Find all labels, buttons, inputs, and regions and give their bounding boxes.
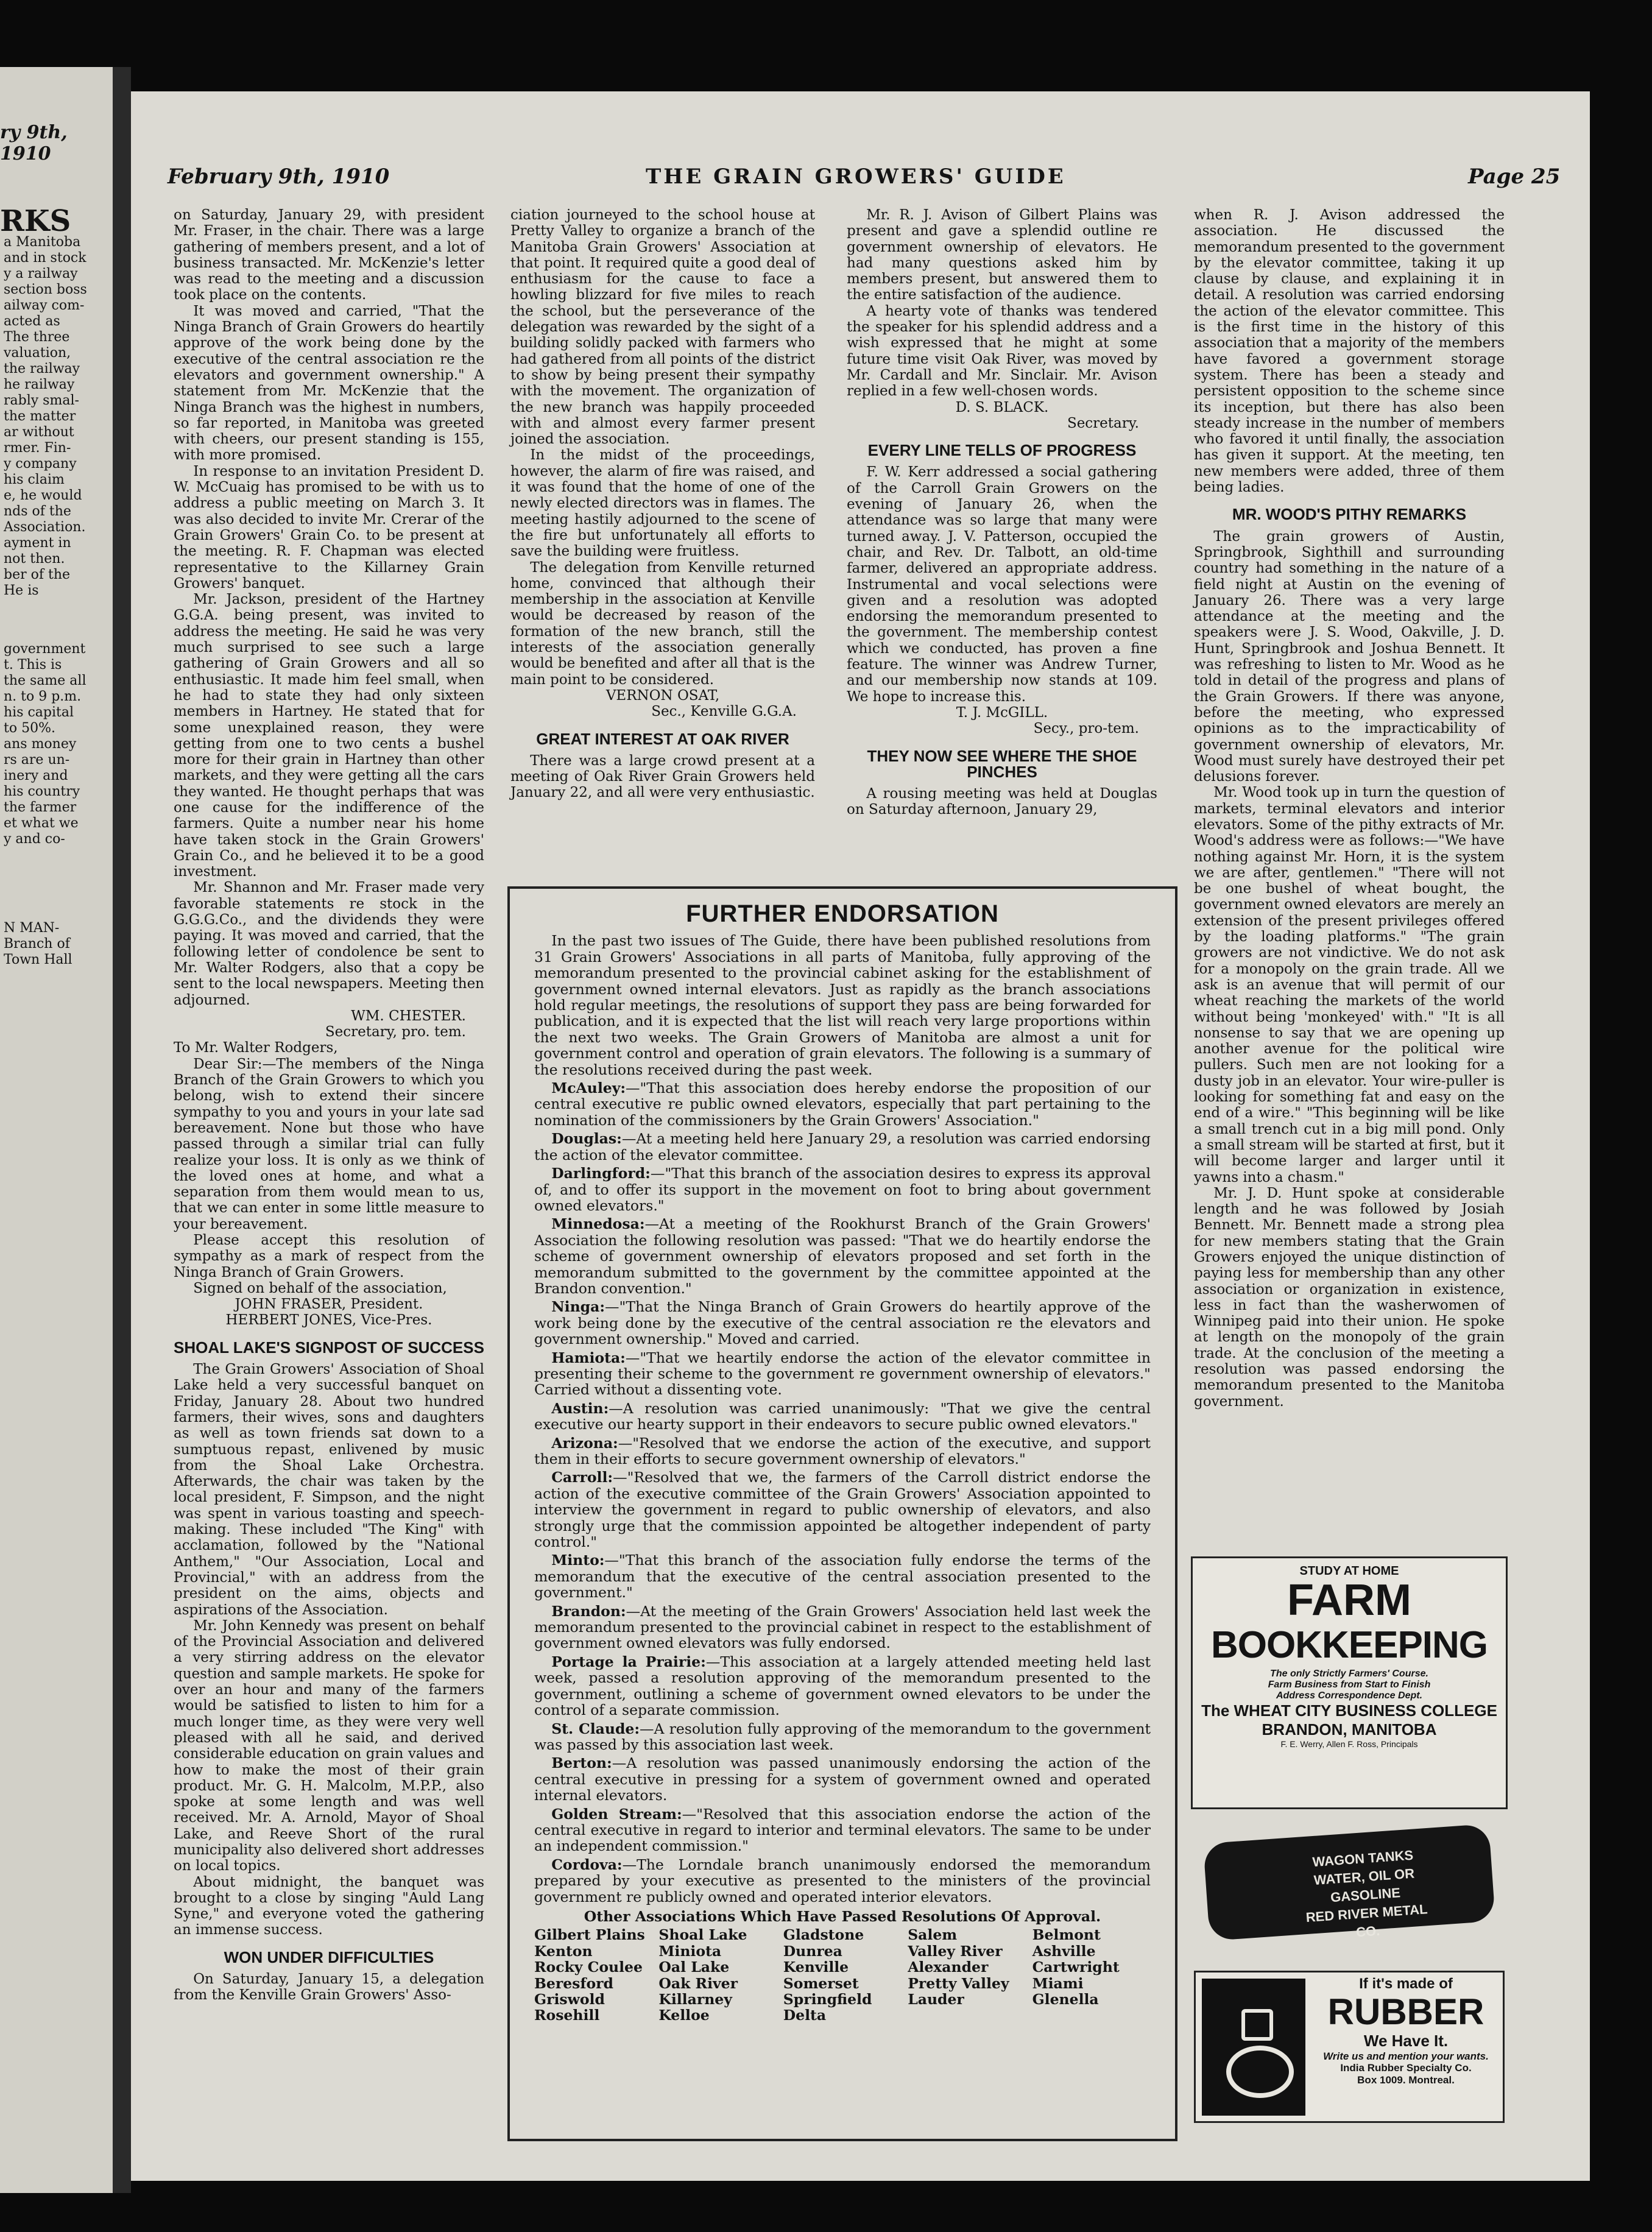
wagon-tank-ad xyxy=(1194,1821,1505,1943)
paragraph: Mr. John Kennedy was present on behalf of the Provincial Association and delivered a very stirring address on the elevator question and sample markets. He spoke for over an hour and many of the farmers would be satisfied to listen to him for a much longer time, as they were very well pleased with all he said, and derived considerable education on grain values and how to make the most of their grain product. Mr. G. H. Malcolm, M.P.P., also spoke at some length and was well received. Mr. A. Arnold, Mayor of Shoal Lake, and Reeve Short of the rural municipality also delivered short addresses on local topics. xyxy=(174,1617,484,1874)
left-page-text-fragment: the farmer xyxy=(4,800,77,815)
association-name: Gilbert Plains xyxy=(534,1926,645,1944)
resolution-association: Ninga: xyxy=(551,1298,605,1316)
ad-principals: F. E. Werry, Allen F. Ross, Principals xyxy=(1280,1739,1418,1749)
association-name: Rosehill xyxy=(534,2007,600,2024)
resolution-item xyxy=(534,1435,1151,1467)
signature: VERNON OSAT, xyxy=(605,687,720,704)
left-page-text-fragment: not then. xyxy=(4,551,65,567)
left-page-text-fragment: Town Hall xyxy=(4,952,72,967)
association-name: Cartwright xyxy=(1032,1958,1120,1976)
box-intro: In the past two issues of The Guide, there have been published resolutions from 31 Grain Growers' Associations in all parts of Manitoba, fully approving of the memorandum presented to the provincial cabinet asking for the establishment of government owned internal elevators. Just as rapidly as the branch associations hold regular meetings, the resolutions of support they pass are being forwarded for publication, and it is expected that the list will reach very large proportions within the next two weeks. The Grain Growers of Manitoba are almost a unit for government control and operation of grain elevators. The following is a summary of the resolutions received during the past week. xyxy=(534,932,1151,1078)
resolution-item xyxy=(534,1857,1151,1905)
signature: JOHN FRASER, President. xyxy=(235,1296,423,1313)
paragraph: Mr. Jackson, president of the Hartney G.G.A. being present, was invited to address the meeting. He said he was very much surprised to see such a large gathering of Grain Growers and all so enthusiastic. It made him feel small, when he had to state they had only sixteen members in Hartney. He stated that for some unexplained reason, they were getting from one to two cents a bushel more for their grain in Hartney than other markets, and they were getting all the cars they wanted. He thought perhaps that was one cause for the indifference of the farmers. Quite a number near his home have taken stock in the Grain Growers' Grain Co., and he believed it to be a good investment. xyxy=(174,592,484,880)
book-gutter xyxy=(113,67,131,2193)
signature: HERBERT JONES, Vice-Pres. xyxy=(225,1312,432,1329)
hose-coil-icon xyxy=(1226,2046,1294,2098)
resolution-text: —"Resolved that we, the farmers of the Carroll district endorse the action of the executive committee of the Grain Growers' Association appointed to interview the government in regard to public ownership of elevators, and also strongly urge that the commission appointed be altogether independent of party control." xyxy=(534,1469,1151,1551)
paragraph: Mr. Shannon and Mr. Fraser made very favorable statements re stock in the G.G.G.Co., and the dividends they were paying. It was moved and carried, that the following letter of condolence be sent to Mr. Walter Rodgers, also that a copy be sent to the local newspapers. Meeting then adjourned. xyxy=(174,880,484,1008)
association-name xyxy=(1032,2007,1151,2023)
resolution-association: Austin: xyxy=(551,1399,609,1417)
signature-title: Secretary, pro. tem. xyxy=(325,1024,466,1040)
ad-line: Address Correspondence Dept. xyxy=(1276,1690,1423,1701)
resolution-item xyxy=(534,1469,1151,1550)
resolution-association: Douglas: xyxy=(551,1130,622,1148)
left-page-text-fragment: valuation, xyxy=(4,345,71,361)
ad-college: The WHEAT CITY BUSINESS COLLEGE xyxy=(1201,1701,1497,1720)
left-page-text-fragment: Branch of xyxy=(4,936,70,952)
left-page-text-fragment: the same all xyxy=(4,673,86,688)
farm-bookkeeping-ad xyxy=(1191,1556,1508,1809)
left-page-text-fragment: et what we xyxy=(4,816,79,831)
paragraph: Mr. R. J. Avison of Gilbert Plains was present and gave a splendid outline re government ownership of elevators. He had many questions asked him by members present, but answered them to the entire satisfaction of the audience. xyxy=(847,207,1157,303)
association-name: Gladstone xyxy=(783,1926,864,1944)
resolution-association: Cordova: xyxy=(551,1856,623,1873)
left-page-text-fragment: ailway com- xyxy=(4,298,85,313)
signature: T. J. McGILL. xyxy=(956,704,1048,721)
left-page-text-fragment: government xyxy=(4,641,86,657)
left-page-text-fragment: ber of the xyxy=(4,567,71,582)
resolution-association: St. Claude: xyxy=(551,1720,640,1737)
association-name: Oak River xyxy=(658,1974,738,1992)
rubber-goods-illustration xyxy=(1202,1979,1305,2116)
tank-label-line: WATER, OIL OR GASOLINE xyxy=(1313,1865,1415,1905)
resolution-item xyxy=(534,1165,1151,1213)
association-name: Springfield xyxy=(783,1991,872,2008)
ad-headline: BOOKKEEPING xyxy=(1210,1624,1488,1666)
association-name: Somerset xyxy=(783,1974,859,1992)
association-name: Rocky Coulee xyxy=(534,1958,643,1976)
association-name: Belmont xyxy=(1032,1926,1101,1944)
paragraph: In the midst of the proceedings, however, the alarm of fire was raised, and it was found that the home of one of the newly elected directors was in flames. The meeting hastily adjourned to the scene of the fire but unfortunately all efforts to save the building were fruitless. xyxy=(510,447,815,560)
resolution-item xyxy=(534,1603,1151,1651)
article-heading: SHOAL LAKE'S SIGNPOST OF SUCCESS xyxy=(174,1338,484,1357)
resolution-item xyxy=(534,1755,1151,1803)
left-page-fragment xyxy=(0,67,113,2193)
paragraph: It was moved and carried, "That the Ninga Branch of Grain Growers do heartily approve of the work being done by the executive of the central association re the elevators and government ownership." A statement from Mr. McKenzie that the Ninga Branch was the highest in numbers, so far reported, in Manitoba was greeted with cheers, our present standing is 155, with more promised. xyxy=(174,303,484,464)
left-page-text-fragment: ans money xyxy=(4,736,77,752)
paragraph: Mr. J. D. Hunt spoke at considerable length and he was followed by Josiah Bennett. Mr. Bennett made a strong plea for new members stating that the Grain Growers enjoyed the unique distinction of paying less for membership than any other association or organization in existence, less in fact than the washerwomen of Winnipeg paid into their union. He spoke at length on the monopoly of the grain trade. At the conclusion of the meeting a resolution was passed endorsing the memorandum presented to the Manitoba government. xyxy=(1194,1185,1505,1410)
resolution-text: —"That this branch of the association fully endorse the terms of the memorandum that the executive of the central association presented to the government." xyxy=(534,1552,1151,1602)
paragraph: A hearty vote of thanks was tendered the speaker for his splendid address and a wish expressed that he might at some future time visit Oak River, was moved by Mr. Cardall and Mr. Sinclair. Mr. Avison replied in a few well-chosen words. xyxy=(847,303,1157,400)
resolution-association: Carroll: xyxy=(551,1469,613,1486)
resolution-association: Minnedosa: xyxy=(551,1215,645,1233)
other-associations-heading: Other Associations Which Have Passed Resolutions Of Approval. xyxy=(584,1907,1101,1925)
tank-label-line: WAGON TANKS xyxy=(1311,1847,1414,1870)
tank-illustration xyxy=(1203,1824,1495,1941)
resolution-association: Hamiota: xyxy=(551,1349,626,1366)
page-date: February 9th, 1910 xyxy=(168,164,390,189)
left-page-date: ry 9th, 1910 xyxy=(0,122,68,164)
resolution-item xyxy=(534,1080,1151,1128)
paragraph: The grain growers of Austin, Springbrook, Sighthill and surrounding country had something in the nature of a field night at Austin on the evening of January 26. There was a very large attendance at the meeting and the speakers were J. S. Wood, Oakville, J. D. Hunt, Springbrook and Joshua Bennett. It was refreshing to listen to Mr. Wood as he told in detail of the progress and plans of the Grain Growers. If there was anyone, before the meeting, who expressed opinions as to the impracticability of government ownership of elevators, Mr. Wood must surely have destroyed their pet delusions forever. xyxy=(1194,528,1505,785)
ad-line: We Have It. xyxy=(1363,2032,1449,2050)
association-name xyxy=(908,2007,1026,2023)
resolution-text: —A resolution was carried unanimously: "That we give the central executive our hearty support in their endeavors to secure public owned elevators." xyxy=(534,1399,1151,1433)
page-number: Page 25 xyxy=(1468,164,1561,189)
left-page-text-fragment: ar without xyxy=(4,425,74,440)
paragraph: There was a large crowd present at a meeting of Oak River Grain Growers held January 22, and all were very enthusiastic. xyxy=(510,752,815,801)
resolution-text: —A resolution fully approving of the memorandum to the government was passed by this association last week. xyxy=(534,1720,1151,1753)
left-page-text-fragment: n. to 9 p.m. xyxy=(4,689,82,704)
association-name: Pretty Valley xyxy=(908,1974,1009,1992)
article-heading: EVERY LINE TELLS OF PROGRESS xyxy=(867,441,1137,460)
left-page-text-fragment: and in stock xyxy=(4,250,86,266)
paragraph: ciation journeyed to the school house at Pretty Valley to organize a branch of the Manitoba Grain Growers' Association at that point. It required quite a good deal of enthusiasm for the cause to face a howling blizzard for five miles to reach the school, but the perseverance of the delegation was rewarded by the sight of a building solidly packed with farmers who had gathered from all points of the district to show by being present their sympathy with the movement. The organization of the new branch was happily proceeded with and almost every farmer present joined the association. xyxy=(510,207,815,448)
ad-headline: FARM xyxy=(1287,1576,1411,1625)
left-page-heading: RKS xyxy=(0,204,71,238)
article-heading: WON UNDER DIFFICULTIES xyxy=(224,1948,434,1966)
association-name: Kelloe xyxy=(658,2007,710,2024)
association-name: Valley River xyxy=(908,1942,1003,1960)
paragraph: Dear Sir:—The members of the Ninga Branch of the Grain Growers to which you belong, wish to extend their sincere sympathy to you and yours in your late sad bereavement. None but those who have passed through a similar trial can fully realize your loss. It is only as we think of the loved ones at home, and what a separation from them would mean to us, that we can enter in some little measure to your bereavement. xyxy=(174,1056,484,1232)
left-page-text-fragment: y company xyxy=(4,456,77,471)
left-page-text-fragment: inery and xyxy=(4,768,68,783)
ad-line: Farm Business from Start to Finish xyxy=(1268,1679,1431,1690)
left-page-text-fragment: ayment in xyxy=(4,535,71,551)
left-page-text-fragment: the matter xyxy=(4,409,76,424)
resolution-item xyxy=(534,1400,1151,1433)
resolution-item xyxy=(534,1806,1151,1854)
paragraph: Signed on behalf of the association, xyxy=(193,1280,447,1296)
left-page-text-fragment: he railway xyxy=(4,377,75,392)
left-page-text-fragment: y a railway xyxy=(4,266,78,281)
association-name: Miami xyxy=(1032,1974,1084,1992)
resolution-item xyxy=(534,1721,1151,1753)
association-name: Miniota xyxy=(658,1942,722,1960)
ad-city: BRANDON, MANITOBA xyxy=(1262,1720,1437,1739)
left-page-text-fragment: He is xyxy=(4,583,39,598)
paragraph: The delegation from Kenville returned home, convinced that although their membership in the association at Kenville would be decreased by reason of the formation of the new branch, still the interests of the association generally would be benefited and after all that is the main point to be considered. xyxy=(510,559,815,688)
association-name: Griswold xyxy=(534,1991,605,2008)
column-3 xyxy=(847,207,1157,818)
column-1 xyxy=(174,207,484,2004)
further-endorsation-box xyxy=(507,886,1177,2141)
resolution-association: Arizona: xyxy=(551,1434,618,1452)
association-name: Killarney xyxy=(658,1991,732,2008)
rubber-ad xyxy=(1194,1971,1505,2123)
resolution-text: —"That the Ninga Branch of Grain Growers do heartily approve of the work being done by the executive of the central association re the elevators and government ownership." Moved and carried. xyxy=(534,1298,1151,1348)
left-page-text-fragment: The three xyxy=(4,330,70,345)
association-name: Shoal Lake xyxy=(658,1926,747,1944)
paragraph: on Saturday, January 29, with president Mr. Fraser, in the chair. There was a large gathering of members present, and a lot of business transacted. Mr. McKenzie's letter was read to the meeting and a discussion took place on the contents. xyxy=(174,207,484,303)
left-page-text-fragment: N MAN- xyxy=(4,920,60,936)
resolution-text: —The Lorndale branch unanimously endorsed the memorandum prepared by your executive as presented to the ministers of the provincial government re publicly owned and operated interior elevators. xyxy=(534,1856,1151,1905)
page-title: THE GRAIN GROWERS' GUIDE xyxy=(646,164,1066,189)
resolution-item xyxy=(534,1552,1151,1600)
signature: D. S. BLACK. xyxy=(955,399,1049,415)
left-page-text-fragment: nds of the xyxy=(4,504,71,519)
article-heading: THEY NOW SEE WHERE THE SHOE PINCHES xyxy=(867,746,1137,781)
left-page-text-fragment: Association. xyxy=(4,520,86,535)
paragraph: Please accept this resolution of sympathy as a mark of respect from the Ninga Branch of Grain Growers. xyxy=(174,1232,484,1280)
resolution-item xyxy=(534,1654,1151,1718)
paragraph: Mr. Wood took up in turn the question of markets, terminal elevators and interior elevators. Some of the pithy extracts of Mr. Wood's address were as follows:—"We have nothing against Mr. Horn, it is the system we are after, gentlemen." "There will not be one bushel of wheat bought, the government owned elevators are merely an extension of the present privileges offered by the loading platforms." "The grain growers are not vindictive. We do not ask for a monopoly on the grain trade. All we ask is an avenue that will permit of our wheat reaching the markets of the world without being 'monkeyed' with." "It is all nonsense to say that we are opening up another avenue for the political wire pullers. Such men are not looking for a dusty job in an elevator. Your wire-puller is looking for something fat and easy on the end of a wire." "This beginning will be like a small trench cut in a big mill pond. Only a small stream will be started at first, but it will become larger and larger until it yawns into a chasm." xyxy=(1194,785,1505,1185)
left-page-text-fragment: y and co- xyxy=(4,832,65,847)
tank-label-line: RED RIVER METAL CO. xyxy=(1305,1901,1428,1940)
association-name: Kenville xyxy=(783,1958,849,1976)
resolution-text: —"Resolved that we endorse the action of the executive, and support them in their efforts to secure government ownership of elevators." xyxy=(534,1434,1151,1467)
ad-line: The only Strictly Farmers' Course. xyxy=(1270,1669,1428,1679)
association-name: Dunrea xyxy=(783,1942,842,1960)
paragraph: The Grain Growers' Association of Shoal Lake held a very successful banquet on Friday, January 28. About two hundred farmers, their wives, sons and daughters as well as town friends sat down to a sumptuous repast, enlivened by music from the Shoal Lake Orchestra. Afterwards, the chair was taken by the local president, F. Simpson, and the night was spent in various toasting and speech-making. These included "The King" with acclamation, followed by the "National Anthem," "Our Association, Local and Provincial," with an address from the president on the aims, objects and aspirations of the Association. xyxy=(174,1361,484,1618)
left-page-text-fragment: section boss xyxy=(4,282,87,297)
association-name: Ashville xyxy=(1032,1942,1096,1960)
resolution-text: —At a meeting of the Rookhurst Branch of the Grain Growers' Association the following resolution was passed: "That we do heartily endorse the scheme of government ownership of elevators proposed and set forth in the memorandum submitted to the government by the committee appointed at the Brandon convention." xyxy=(534,1215,1151,1297)
resolution-association: McAuley: xyxy=(551,1079,626,1097)
article-heading: GREAT INTEREST AT OAK RIVER xyxy=(536,729,789,748)
signature-title: Secretary. xyxy=(1067,415,1139,431)
left-page-text-fragment: rs are un- xyxy=(4,752,70,768)
resolution-text: —"That this association does hereby endorse the proposition of our central executive re public owned elevators, especially that part pertaining to the nomination of the commissioners by the Grain Growers' Association." xyxy=(534,1079,1151,1129)
resolution-text: —"Resolved that this association endorse the action of the central executive in regard to interior and terminal elevators. The same to be under an independent commission." xyxy=(534,1805,1151,1855)
left-page-text-fragment: his capital xyxy=(4,705,74,720)
signature: WM. CHESTER. xyxy=(351,1008,466,1024)
resolution-item xyxy=(534,1216,1151,1296)
association-name: Lauder xyxy=(908,1991,964,2008)
resolution-item xyxy=(534,1131,1151,1163)
article-heading: MR. WOOD'S PITHY REMARKS xyxy=(1232,505,1467,524)
resolution-association: Brandon: xyxy=(551,1602,626,1620)
resolution-association: Minto: xyxy=(551,1552,605,1569)
resolution-text: —"That we heartily endorse the action of the elevator committee in presenting their scheme to the government re government ownership of elevators." Carried without a dissenting vote. xyxy=(534,1349,1151,1399)
association-name: Delta xyxy=(783,2007,827,2024)
left-page-text-fragment: to 50%. xyxy=(4,721,55,736)
association-name: Kenton xyxy=(534,1942,593,1960)
paragraph: In response to an invitation President D. W. McCuaig has promised to be with us to address a public meeting on March 3. It was also decided to invite Mr. Crerar of the Grain Growers' Grain Co. to be present at the meeting. R. F. Chapman was elected representative to the Killarney Grain Growers' banquet. xyxy=(174,463,484,592)
paragraph: A rousing meeting was held at Douglas on Saturday afternoon, January 29, xyxy=(847,786,1157,818)
resolution-text: —A resolution was passed unanimously endorsing the action of the central executive in pressing for a system of government owned and operated internal elevators. xyxy=(534,1754,1151,1804)
resolution-item xyxy=(534,1299,1151,1347)
hose-fitting-icon xyxy=(1241,2009,1273,2041)
left-page-text-fragment: the railway xyxy=(4,361,80,376)
association-name: Glenella xyxy=(1032,1991,1099,2008)
resolution-association: Portage la Prairie: xyxy=(551,1653,706,1670)
paragraph: F. W. Kerr addressed a social gathering of the Carroll Grain Growers on the evening of January 26, when the attendance was so large that many were turned away. J. V. Patterson, occupied the chair, and Rev. Dr. Talbott, an old-time farmer, delivered an appropriate address. Instrumental and vocal selections were given and a resolution was adopted endorsing the memorandum presented to the government. The membership contest which we conducted, has proven a fine feature. The winner was Andrew Turner, and our membership now stands at 109. We hope to increase this. xyxy=(847,464,1157,705)
paragraph: On Saturday, January 15, a delegation from the Kenville Grain Growers' Asso- xyxy=(174,1971,484,2004)
box-title: FURTHER ENDORSATION xyxy=(686,900,999,927)
left-page-text-fragment: his claim xyxy=(4,472,65,487)
resolution-text: —At a meeting held here January 29, a resolution was carried endorsing the action of the elevator committee. xyxy=(534,1130,1151,1164)
left-page-text-fragment: acted as xyxy=(4,314,60,329)
resolution-association: Darlingford: xyxy=(551,1165,651,1182)
paragraph: About midnight, the banquet was brought to a close by singing "Auld Lang Syne," and everyone voted the gathering an immense success. xyxy=(174,1874,484,1938)
left-page-text-fragment: e, he would xyxy=(4,488,82,503)
association-name: Alexander xyxy=(908,1958,989,1976)
ad-line: Write us and mention your wants. xyxy=(1323,2050,1489,2062)
ad-address: Box 1009. Montreal. xyxy=(1357,2074,1455,2086)
signature-title: Sec., Kenville G.G.A. xyxy=(651,704,797,720)
left-page-text-fragment: rmer. Fin- xyxy=(4,440,71,456)
resolution-text: —At the meeting of the Grain Growers' Association held last week the memorandum presented to the provincial cabinet in respect to the establishment of government owned elevators was fully endorsed. xyxy=(534,1602,1151,1652)
ad-headline: RUBBER xyxy=(1327,1991,1484,2032)
left-page-text-fragment: rably smal- xyxy=(4,393,79,408)
letter-salutation: To Mr. Walter Rodgers, xyxy=(174,1040,338,1056)
tank-label xyxy=(1290,1845,1442,1946)
ad-company: India Rubber Specialty Co. xyxy=(1340,2062,1472,2074)
column-2 xyxy=(510,207,815,801)
column-4 xyxy=(1194,207,1505,1410)
other-associations-list xyxy=(534,1927,1151,2023)
left-page-text-fragment: a Manitoba xyxy=(4,235,81,250)
resolution-association: Berton: xyxy=(551,1754,612,1772)
association-name: Oal Lake xyxy=(658,1958,730,1976)
resolution-text: —This association at a largely attended meeting held last week, passed a resolution approving of the memorandum presented to the government, outlining a scheme of government owned elevators to be under the control of a separate commission. xyxy=(534,1653,1151,1719)
left-page-text-fragment: his country xyxy=(4,784,80,799)
resolution-text: —"That this branch of the association desires to express its approval of, and to offer its support in the movement on foot to bring about government owned elevators." xyxy=(534,1165,1151,1214)
resolution-item xyxy=(534,1350,1151,1398)
association-name: Beresford xyxy=(534,1974,613,1992)
ad-tagline: STUDY AT HOME xyxy=(1299,1564,1399,1578)
association-name: Salem xyxy=(908,1926,958,1944)
signature-title: Secy., pro-tem. xyxy=(1033,721,1139,737)
paragraph: when R. J. Avison addressed the association. He discussed the memorandum presented to the government by the elevator committee, taking it up clause by clause, and explaining it in detail. A resolution was carried endorsing the action of the elevator committee. This is the first time in the history of this association that a majority of the members have favored a government storage system. There has been a steady and persistent opposition to the scheme since its inception, but there has also been steady increase in the number of members who favored it until finally, the association has given it support. At the meeting, ten new members were added, three of them being ladies. xyxy=(1194,207,1505,496)
resolution-association: Golden Stream: xyxy=(551,1805,682,1823)
ad-line: If it's made of xyxy=(1359,1976,1453,1992)
left-page-text-fragment: t. This is xyxy=(4,657,62,673)
